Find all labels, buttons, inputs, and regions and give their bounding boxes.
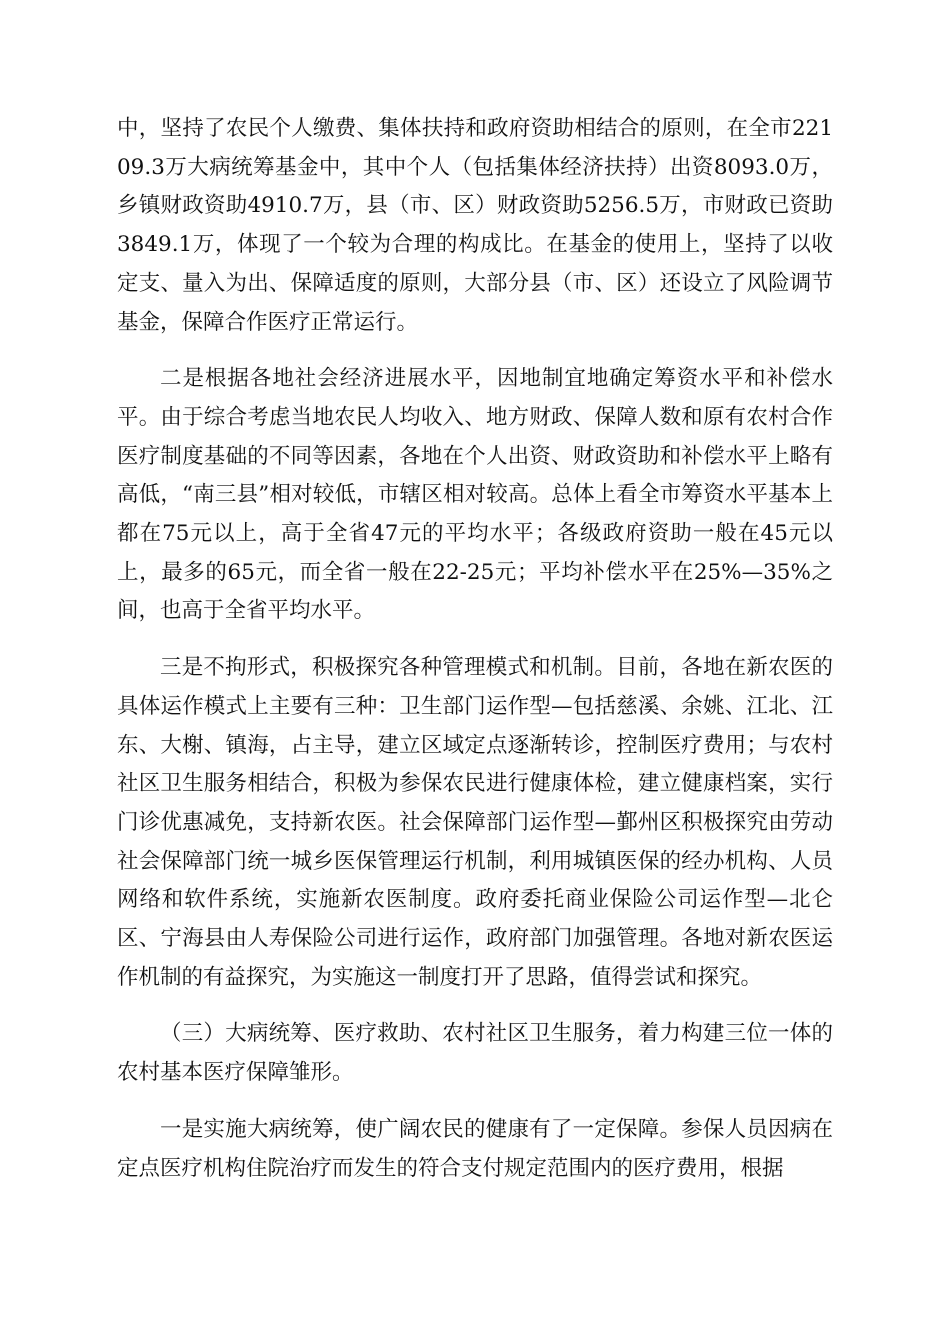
document-body — [117, 110, 833, 1188]
section-heading-three-in-one: （三）大病统筹、医疗救助、农村社区卫生服务，着力构建三位一体的农村基本医疗保障雏形。 — [117, 1021, 833, 1086]
paragraph-serious-illness-pooling: 一是实施大病统筹，使广阔农民的健康有了一定保障。参保人员因病在定点医疗机构住院治疗而发生的符合支付规定范围内的医疗费用，根据 — [117, 1116, 833, 1181]
paragraph-funding-levels: 二是根据各地社会经济进展水平，因地制宜地确定筹资水平和补偿水平。由于综合考虑当地农民人均收入、地方财政、保障人数和原有农村合作医疗制度基础的不同等因素，各地在个人出资、财政资助和补偿水平上略有高低，“南三县”相对较低，市辖区相对较高。总体上看全市筹资水平基本上都在75元以上，高于全省47元的平均水平；各级政府资助一般在45元以上，最多的65元，而全省一般在22-25元；平均补偿水平在25%—35%之间，也高于全省平均水平。 — [117, 366, 833, 624]
paragraph-management-models: 三是不拘形式，积极探究各种管理模式和机制。目前，各地在新农医的具体运作模式上主要有三种：卫生部门运作型—包括慈溪、余姚、江北、江东、大榭、镇海，占主导，建立区域定点逐渐转诊，控制医疗费用；与农村社区卫生服务相结合，积极为参保农民进行健康体检，建立健康档案，实行门诊优惠减免，支持新农医。社会保障部门运作型—鄞州区积极探究由劳动社会保障部门统一城乡医保管理运行机制，利用城镇医保的经办机构、人员网络和软件系统，实施新农医制度。政府委托商业保险公司运作型—北仑区、宁海县由人寿保险公司进行运作，政府部门加强管理。各地对新农医运作机制的有益探究，为实施这一制度打开了思路，值得尝试和探究。 — [117, 655, 833, 990]
paragraph-fund-composition: 中，坚持了农民个人缴费、集体扶持和政府资助相结合的原则，在全市22109.3万大病统筹基金中，其中个人（包括集体经济扶持）出资8093.0万，乡镇财政资助4910.7万，县（市、区）财政资助5256.5万，市财政已资助3849.1万，体现了一个较为合理的构成比。在基金的使用上，坚持了以收定支、量入为出、保障适度的原则，大部分县（市、区）还设立了风险调节基金，保障合作医疗正常运行。 — [117, 116, 833, 335]
